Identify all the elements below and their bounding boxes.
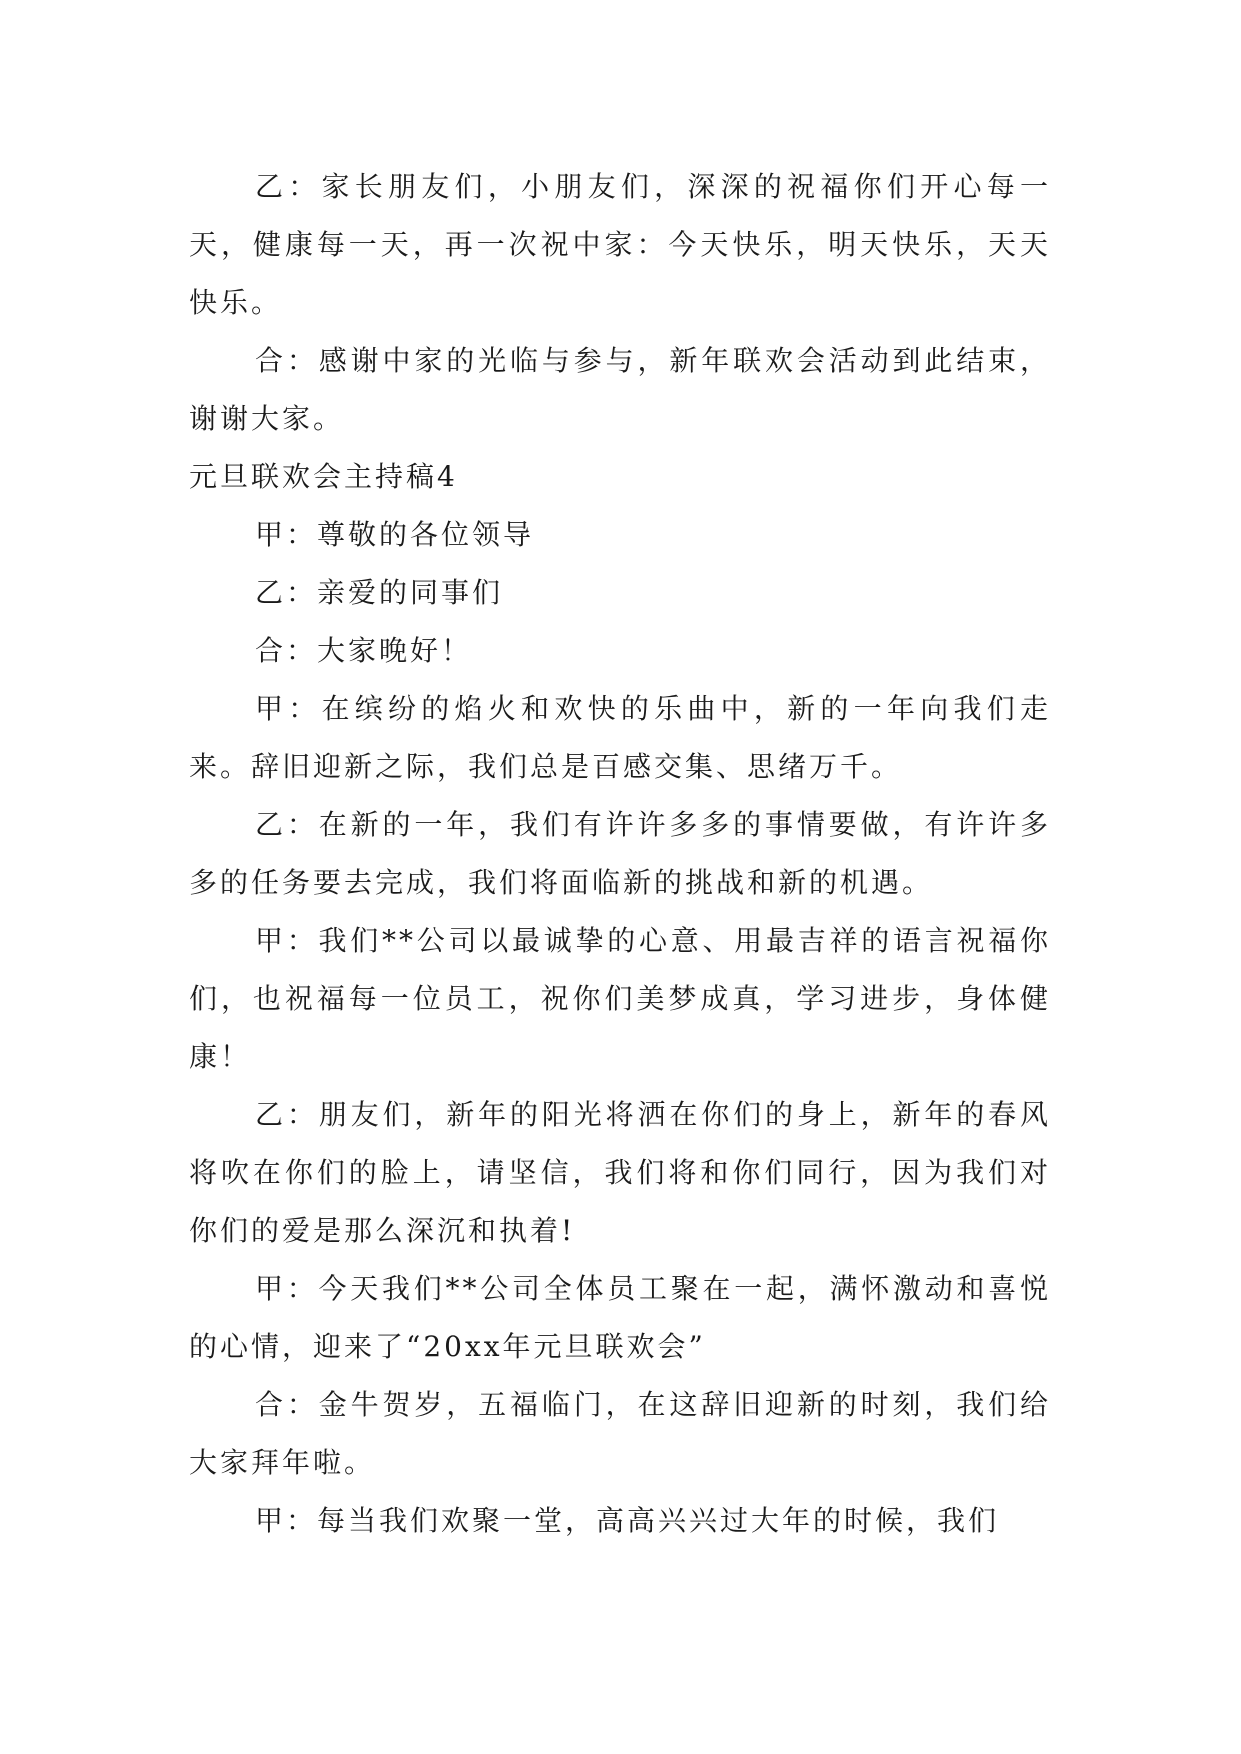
paragraph-yi-2: 乙：朋友们，新年的阳光将洒在你们的身上，新年的春风将吹在你们的脸上，请坚信，我们将和你们同行，因为我们对你们的爱是那么深沉和执着! — [189, 1098, 1051, 1247]
paragraph-greeting-he: 合：大家晚好！ — [255, 634, 473, 667]
paragraph-jia-2: 甲：我们**公司以最诚挚的心意、用最吉祥的语言祝福你们，也祝福每一位员工，祝你们美梦成真，学习进步，身体健康！ — [189, 924, 1051, 1073]
paragraph-he-1: 合：金牛贺岁，五福临门，在这辞旧迎新的时刻，我们给大家拜年啦。 — [189, 1388, 1051, 1479]
paragraph-yi-1: 乙：在新的一年，我们有许许多多的事情要做，有许许多多的任务要去完成，我们将面临新的挑战和新的机遇。 — [189, 808, 1051, 899]
paragraph-greeting-yi: 乙：亲爱的同事们 — [255, 576, 504, 609]
document-page — [189, 158, 1051, 1550]
paragraph-jia-1: 甲：在缤纷的焰火和欢快的乐曲中，新的一年向我们走来。辞旧迎新之际，我们总是百感交集、思绪万千。 — [189, 692, 1051, 783]
section-heading: 元旦联欢会主持稿4 — [189, 460, 458, 493]
paragraph-greeting-jia: 甲：尊敬的各位领导 — [255, 518, 535, 551]
paragraph-closing-yi: 乙：家长朋友们，小朋友们，深深的祝福你们开心每一天，健康每一天，再一次祝中家：今天快乐，明天快乐，天天快乐。 — [189, 170, 1051, 319]
paragraph-jia-3: 甲：今天我们**公司全体员工聚在一起，满怀激动和喜悦的心情，迎来了“20xx年元旦联欢会” — [189, 1272, 1051, 1363]
paragraph-closing-he: 合：感谢中家的光临与参与，新年联欢会活动到此结束，谢谢大家。 — [189, 344, 1051, 435]
paragraph-jia-4: 甲：每当我们欢聚一堂，高高兴兴过大年的时候，我们 — [255, 1504, 1000, 1537]
